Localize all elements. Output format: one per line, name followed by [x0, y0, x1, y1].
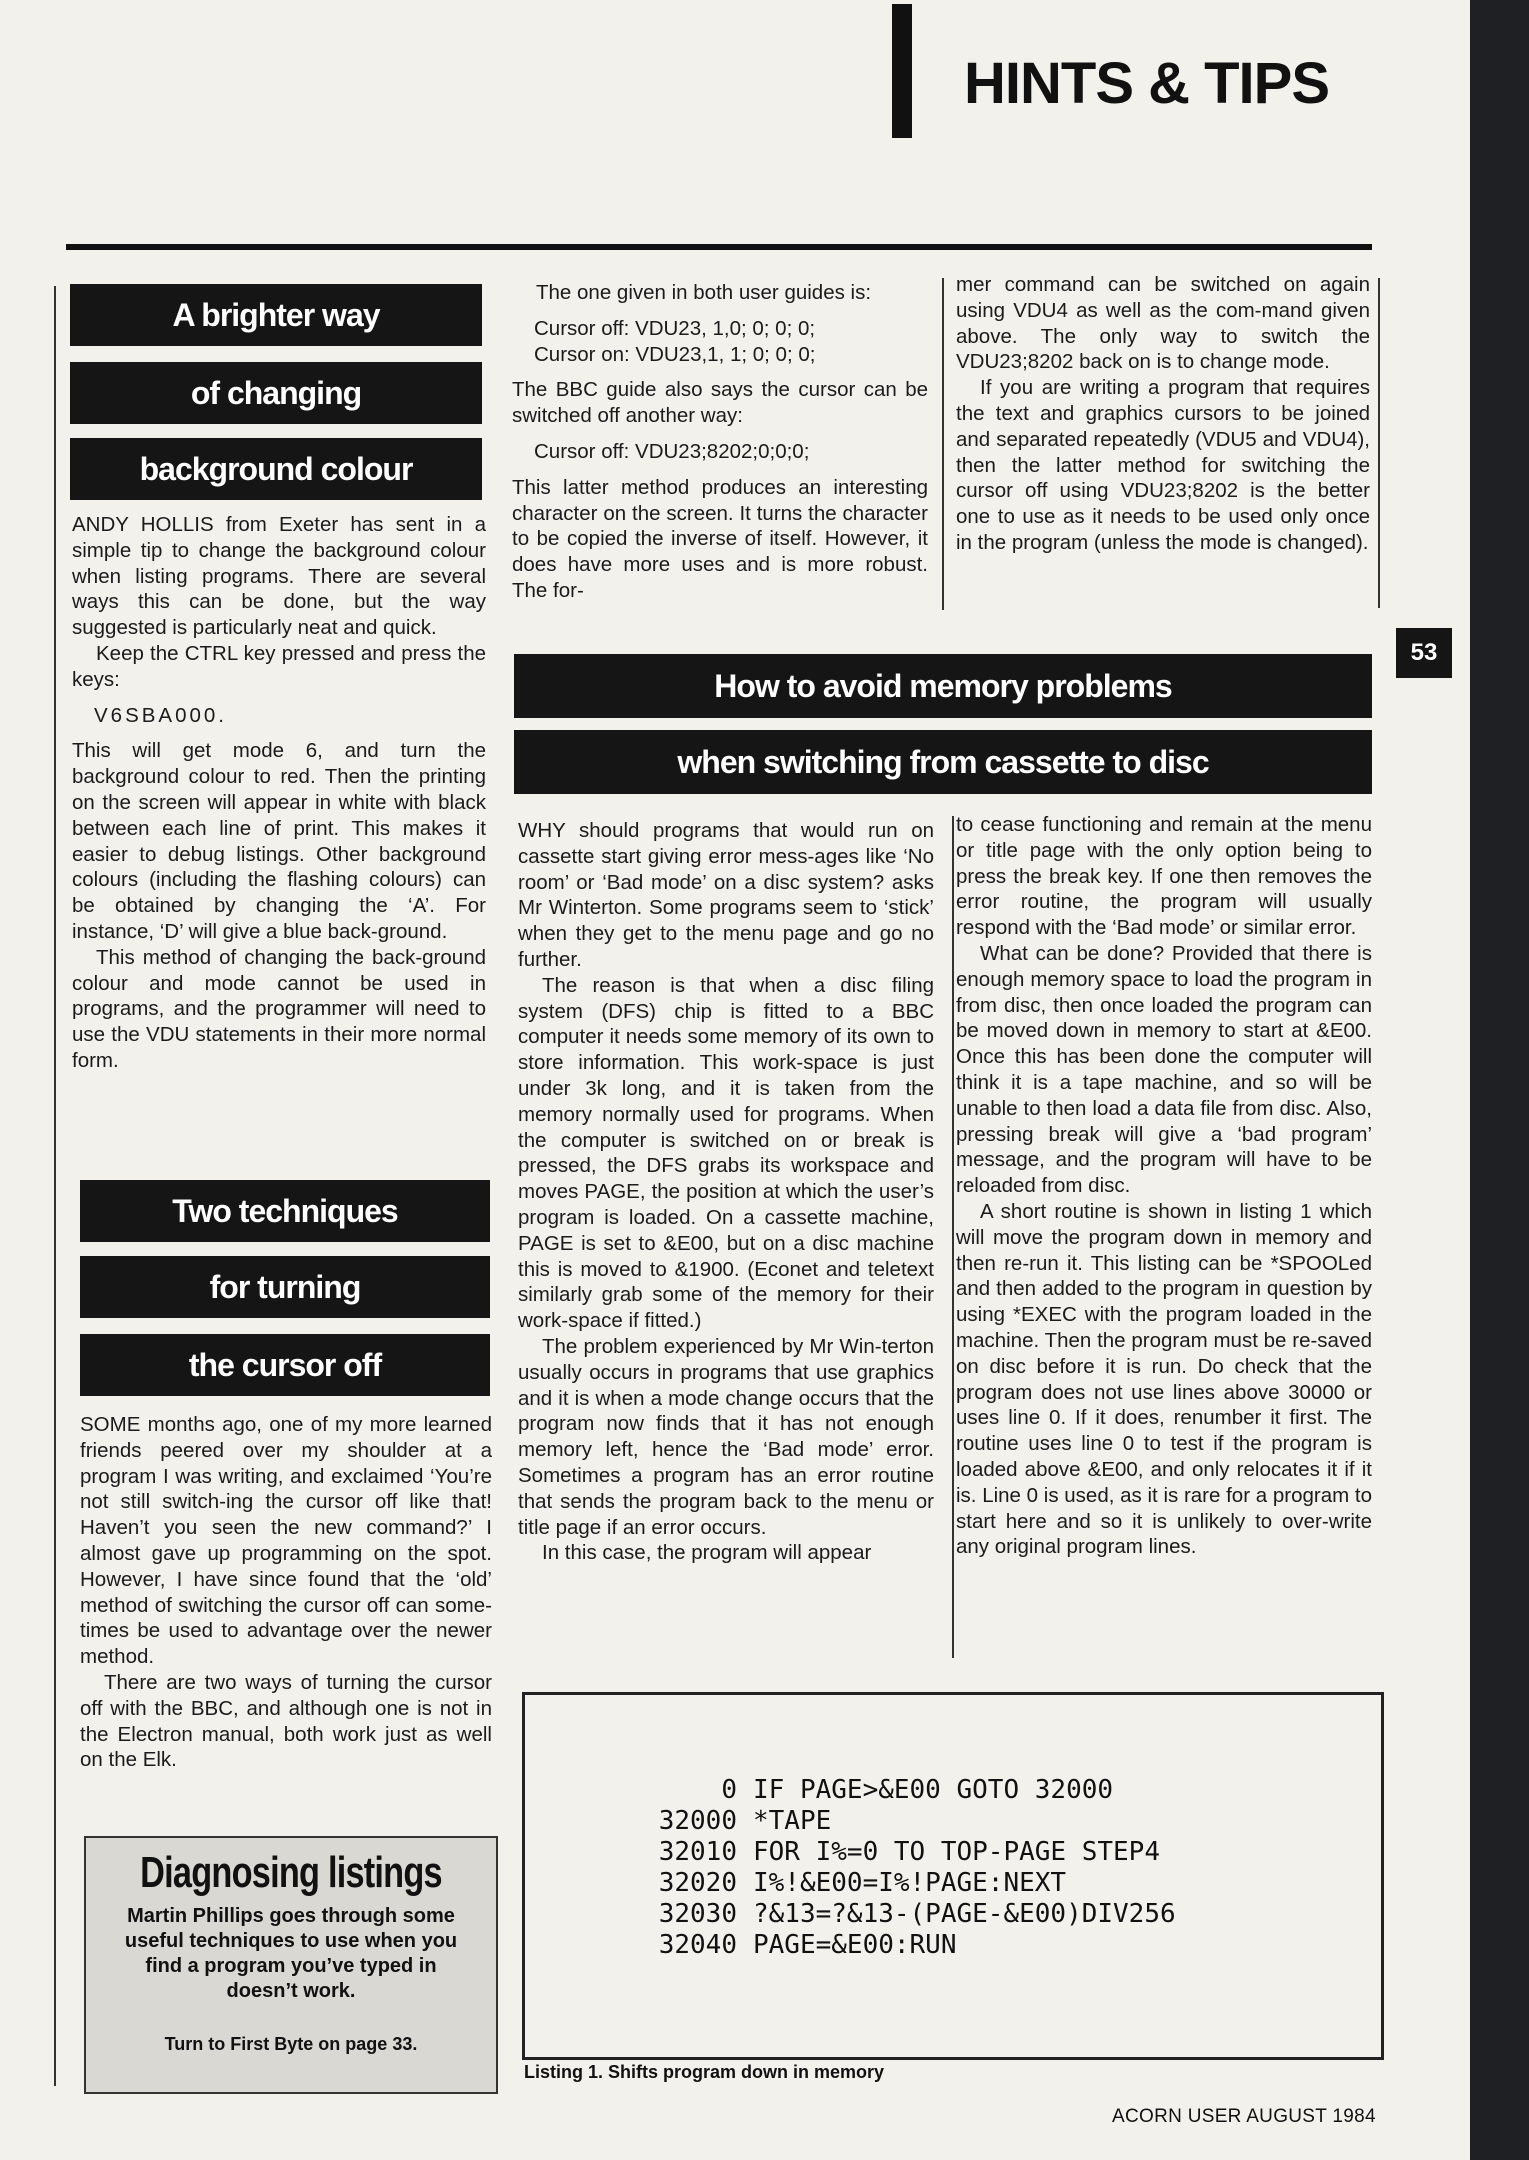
column-rule — [54, 286, 56, 2086]
page-footer: ACORN USER AUGUST 1984 — [1112, 2106, 1376, 2127]
article1-heading-2: of changing — [70, 362, 482, 424]
listing-line — [633, 1930, 1176, 1961]
paragraph: WHY should programs that would run on cassette start giving error mess-ages like ‘No room’ or ‘Bad mode’ on a disc system? asks Mr Winterton. Some programs seem to ‘stick’ when they get to the menu page and go no further. — [518, 819, 934, 971]
code-line: Cursor on: VDU23,1, 1; 0; 0; 0; — [534, 342, 816, 366]
column-rule — [942, 278, 944, 610]
line-code: PAGE=&E00:RUN — [753, 1930, 957, 1960]
paragraph: The problem experienced by Mr Win-terton usually occurs in programs that use graphics and it is when a mode change occurs that the program now finds that it has not enough memory left, hence the ‘Bad mode’ error. Sometimes a program has an error routine that sends the program back to the menu or title page if an error occurs. — [518, 1334, 934, 1539]
code-line: Cursor off: VDU23, 1,0; 0; 0; 0; — [534, 316, 816, 340]
line-code: I%!&E00=I%!PAGE:NEXT — [753, 1868, 1067, 1898]
article3-heading-1: How to avoid memory problems — [514, 654, 1372, 718]
article1-body — [72, 512, 486, 1074]
article2-heading-3: the cursor off — [80, 1334, 490, 1396]
paragraph: What can be done? Provided that there is enough memory space to load the program in from disc, then once loaded the program can be moved down in memory to start at &E00. Once this has been done the computer will think it is a tape machine, and so will be unable to then load a data file from disc. Also, pressing break will give a ‘bad program’ message, and the program will have to be reloaded from disc. — [956, 941, 1372, 1198]
listing-caption: Listing 1. Shifts program down in memory — [524, 2062, 885, 2082]
listing-line — [633, 1806, 1176, 1837]
line-code: *TAPE — [753, 1806, 832, 1836]
promo-description: Martin Phillips goes through some useful techniques to use when you find a program you’ve typed in doesn’t work. — [124, 1905, 458, 2002]
column-rule — [952, 816, 954, 1658]
line-number: 32030 — [658, 1899, 737, 1929]
line-number: 32000 — [658, 1806, 737, 1836]
article2-heading-1: Two techniques — [80, 1180, 490, 1242]
cursor-commands — [534, 316, 928, 368]
promo-link: Turn to First Byte on page 33. — [164, 2034, 418, 2054]
article1-heading-3: background colour — [70, 438, 482, 500]
line-number: 32040 — [658, 1930, 737, 1960]
line-number: 32010 — [658, 1837, 737, 1867]
paragraph: This latter method produces an interesting character on the screen. It turns the character to be copied the inverse of itself. However, it does have more uses and is more robust. The for- — [512, 475, 928, 602]
paragraph: In this case, the program will appear — [542, 1541, 872, 1565]
article3-heading-2: when switching from cassette to disc — [514, 730, 1372, 794]
promo-box — [84, 1836, 498, 2094]
listing-line — [633, 1868, 1176, 1899]
paragraph: There are two ways of turning the cursor off with the BBC, and although one is not in the Electron manual, both work just as well on the Elk. — [80, 1670, 492, 1772]
line-code: FOR I%=0 TO TOP-PAGE STEP4 — [753, 1837, 1160, 1867]
article2-col1 — [80, 1412, 492, 1773]
listing-line — [633, 1775, 1176, 1806]
paragraph: The BBC guide also says the cursor can be switched off another way: — [512, 378, 928, 428]
article2-col3 — [956, 272, 1370, 556]
article2-heading-2: for turning — [80, 1256, 490, 1318]
paragraph: This method of changing the back-ground colour and mode cannot be used in programs, and the programmer will need to use the VDU statements in their more normal form. — [72, 945, 486, 1072]
line-number: 32020 — [658, 1868, 737, 1898]
paragraph: If you are writing a program that requires the text and graphics cursors to be joined and separated repeatedly (VDU5 and VDU4), then the latter method for switching the cursor off using VDU23;8202 is the better one to use as it needs to be used only once in the program (unless the mode is changed). — [956, 376, 1370, 554]
program-listing — [522, 1692, 1384, 2060]
cursor-command-alt: Cursor off: VDU23;8202;0;0;0; — [534, 439, 810, 463]
line-code: ?&13=?&13-(PAGE-&E00)DIV256 — [753, 1899, 1176, 1929]
key-sequence: V6SBA000. — [94, 703, 227, 727]
promo-title: Diagnosing listings — [140, 1848, 442, 1897]
page-number: 53 — [1396, 628, 1452, 678]
paragraph: mer command can be switched on again using VDU4 as well as the com-mand given above. The only way to switch the VDU23;8202 back on is to change mode. — [956, 273, 1370, 374]
article3-col2 — [956, 812, 1372, 1560]
line-number: 0 — [721, 1775, 737, 1805]
article2-col2 — [512, 280, 928, 604]
paragraph: The one given in both user guides is: — [536, 281, 872, 304]
paragraph: Keep the CTRL key pressed and press the keys: — [72, 641, 486, 691]
paragraph: A short routine is shown in listing 1 which will move the program down in memory and then re-run it. This listing can be *SPOOLed and then added to the program in question by using *EXEC with the program loaded in the machine. Then the program must be re-saved on disc before it is run. Do check that the program does not use lines above 30000 or uses line 0. If it does, renumber it first. The routine uses line 0 to test if the program is loaded above &E00, and only relocates it if it is. Line 0 is used, as it is rare for a program to start here and so it is unlikely to over-write any original program lines. — [956, 1199, 1372, 1559]
paragraph: The reason is that when a disc filing system (DFS) chip is fitted to a BBC computer it needs some memory of its own to store information. This work-space is just under 3k long, and it is taken from the memory normally used for programs. When the computer is switched on or break is pressed, the DFS grabs its workspace and moves PAGE, the position at which the user’s program is loaded. On a cassette machine, PAGE is set to &E00, but on a disc machine this is moved to &1900. (Econet and teletext similarly grab some of the memory for their work-space if fitted.) — [518, 973, 934, 1333]
paragraph: This will get mode 6, and turn the background colour to red. Then the printing on the screen will appear in white with black between each line of print. This makes it easier to debug listings. Other background colours (including the flashing colours) can be obtained by changing the ‘A’. For instance, ‘D’ will give a blue back-ground. — [72, 739, 486, 943]
paragraph: SOME months ago, one of my more learned friends peered over my shoulder at a program I was writing, and exclaimed ‘You’re not still switch-ing the cursor off like that! Haven’t you seen the new command?’ I almost gave up programming on the spot. However, I have since found that the ‘old’ method of switching the cursor off can some-times be used to advantage over the newer method. — [80, 1413, 492, 1669]
paragraph: to cease functioning and remain at the menu or title page with the only option being to press the break key. If one then removes the error routine, the program will usually respond with the ‘Bad mode’ or similar error. — [956, 813, 1372, 940]
header-rule — [66, 244, 1372, 250]
listing-lines — [633, 1775, 1176, 1961]
header-bar — [892, 4, 912, 138]
column-rule — [1378, 278, 1380, 608]
article1-heading-1: A brighter way — [70, 284, 482, 346]
article3-col1 — [518, 818, 934, 1566]
section-title: HINTS & TIPS — [964, 51, 1330, 116]
listing-line — [633, 1899, 1176, 1930]
listing-line — [633, 1837, 1176, 1868]
line-code: IF PAGE>&E00 GOTO 32000 — [753, 1775, 1114, 1805]
paragraph: ANDY HOLLIS from Exeter has sent in a simple tip to change the background colour when listing programs. There are several ways this can be done, but the way suggested is particularly neat and quick. — [72, 513, 486, 640]
